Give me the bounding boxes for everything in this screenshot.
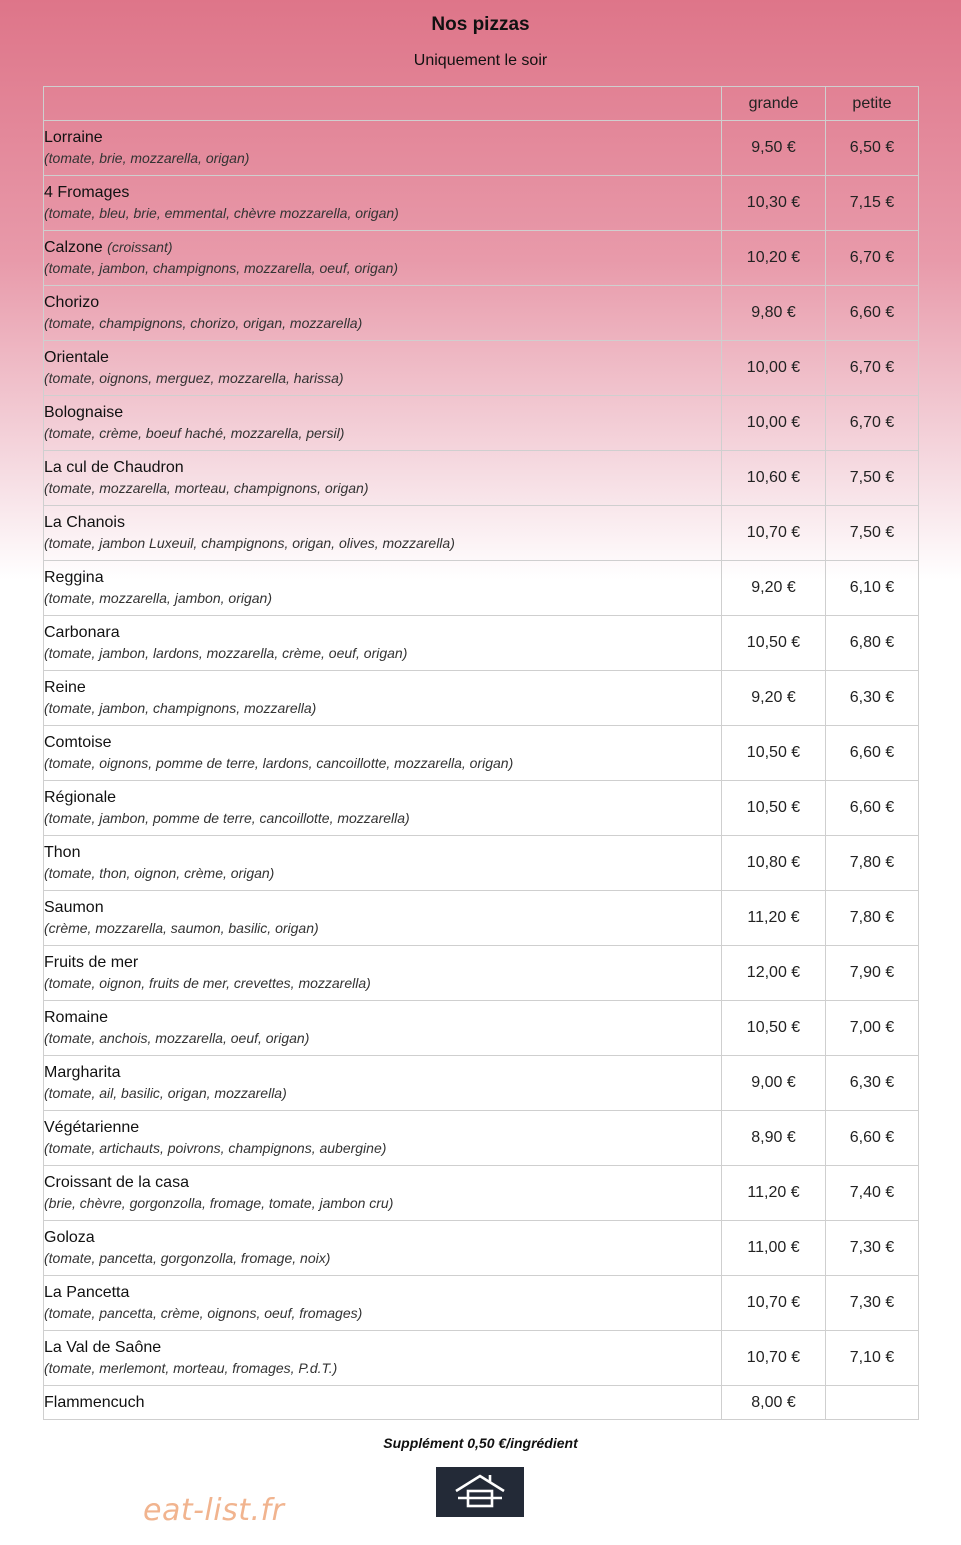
- pizza-cell: [44, 616, 722, 671]
- pizza-cell: [44, 341, 722, 396]
- table-row: [44, 341, 919, 396]
- table-row: [44, 176, 919, 231]
- table-row: [44, 1221, 919, 1276]
- pizza-ingredients: (tomate, pancetta, crème, oignons, oeuf, fromages): [44, 1305, 363, 1321]
- pizza-cell: [44, 1001, 722, 1056]
- table-row: [44, 1166, 919, 1221]
- pizza-cell: [44, 561, 722, 616]
- price-petite: 6,10 €: [826, 561, 919, 616]
- pizza-cell: [44, 891, 722, 946]
- price-petite: 6,70 €: [826, 341, 919, 396]
- supplement-note: Supplément 0,50 €/ingrédient: [383, 1435, 578, 1451]
- price-grande: 10,50 €: [722, 616, 826, 671]
- price-grande: 9,00 €: [722, 1056, 826, 1111]
- table-row: [44, 1111, 919, 1166]
- pizza-title-line: [44, 348, 721, 368]
- pizza-name: La Pancetta: [44, 1284, 130, 1301]
- pizza-title-line: [44, 843, 721, 863]
- price-petite: 6,60 €: [826, 1111, 919, 1166]
- pizza-name: Margharita: [44, 1064, 121, 1081]
- pizza-title-line: [44, 458, 721, 478]
- pizza-ingredients: (tomate, crème, boeuf haché, mozzarella, persil): [44, 425, 345, 441]
- watermark: eat-list.fr: [143, 1493, 285, 1528]
- price-grande: 11,20 €: [722, 891, 826, 946]
- price-grande: 11,00 €: [722, 1221, 826, 1276]
- pizza-name: Reggina: [44, 569, 104, 586]
- pizza-cell: [44, 1056, 722, 1111]
- pizza-cell: [44, 1166, 722, 1221]
- table-row: [44, 726, 919, 781]
- pizza-name: Végétarienne: [44, 1119, 140, 1136]
- price-grande: 10,30 €: [722, 176, 826, 231]
- pizza-title-line: [44, 953, 721, 973]
- pizza-name: Thon: [44, 844, 81, 861]
- pizza-title-line: [44, 678, 721, 698]
- pizza-cell: [44, 1111, 722, 1166]
- pizza-title-line: [44, 623, 721, 643]
- pizza-title-line: [44, 898, 721, 918]
- pizza-ingredients: (tomate, jambon, pomme de terre, cancoillotte, mozzarella): [44, 810, 410, 826]
- pizza-title-line: [44, 1173, 721, 1193]
- pizza-name: Orientale: [44, 349, 109, 366]
- price-grande: 10,50 €: [722, 1001, 826, 1056]
- pizza-cell: [44, 1221, 722, 1276]
- price-petite: 7,80 €: [826, 836, 919, 891]
- pizza-ingredients: (tomate, ail, basilic, origan, mozzarella): [44, 1085, 287, 1101]
- price-grande: 8,00 €: [722, 1386, 826, 1420]
- pizza-cell: [44, 176, 722, 231]
- page-title: Nos pizzas: [431, 14, 530, 35]
- price-petite: 7,30 €: [826, 1221, 919, 1276]
- price-grande: 9,80 €: [722, 286, 826, 341]
- price-grande: 10,80 €: [722, 836, 826, 891]
- price-petite: 7,30 €: [826, 1276, 919, 1331]
- price-grande: 9,50 €: [722, 121, 826, 176]
- price-petite: 7,50 €: [826, 451, 919, 506]
- table-row: [44, 891, 919, 946]
- pizza-ingredients: (tomate, oignons, merguez, mozzarella, harissa): [44, 370, 344, 386]
- pizza-title-line: [44, 1283, 721, 1303]
- price-petite: 7,80 €: [826, 891, 919, 946]
- pizza-cell: [44, 946, 722, 1001]
- pizza-ingredients: (tomate, jambon, champignons, mozzarella, oeuf, origan): [44, 260, 399, 276]
- pizza-cell: [44, 231, 722, 286]
- price-grande: 9,20 €: [722, 561, 826, 616]
- pizza-ingredients: (tomate, thon, oignon, crème, origan): [44, 865, 275, 881]
- table-row: [44, 561, 919, 616]
- pizza-ingredients: (tomate, anchois, mozzarella, oeuf, origan): [44, 1030, 310, 1046]
- pizza-cell: [44, 836, 722, 891]
- price-grande: 10,70 €: [722, 1331, 826, 1386]
- pizza-title-line: [44, 1118, 721, 1138]
- pizza-ingredients: (brie, chèvre, gorgonzolla, fromage, tomate, jambon cru): [44, 1195, 394, 1211]
- pizza-ingredients: (tomate, mozzarella, morteau, champignons, origan): [44, 480, 369, 496]
- header-grande: grande: [722, 87, 826, 121]
- pizza-title-line: [44, 1393, 721, 1413]
- pizza-cell: [44, 451, 722, 506]
- pizza-cell: [44, 396, 722, 451]
- pizza-ingredients: (tomate, bleu, brie, emmental, chèvre mozzarella, origan): [44, 205, 399, 221]
- pizza-name: Saumon: [44, 899, 104, 916]
- price-petite: 6,70 €: [826, 231, 919, 286]
- pizza-name: Calzone: [44, 239, 103, 256]
- table-row: [44, 1276, 919, 1331]
- price-petite: 6,50 €: [826, 121, 919, 176]
- pizza-title-line: [44, 293, 721, 313]
- pizza-name: Fruits de mer: [44, 954, 139, 971]
- table-row: [44, 286, 919, 341]
- pizza-ingredients: (tomate, mozzarella, jambon, origan): [44, 590, 272, 606]
- price-grande: 12,00 €: [722, 946, 826, 1001]
- pizza-title-line: [44, 1063, 721, 1083]
- pizza-name: La Val de Saône: [44, 1339, 162, 1356]
- price-petite: 6,80 €: [826, 616, 919, 671]
- pizza-name: Bolognaise: [44, 404, 124, 421]
- pizza-cell: [44, 671, 722, 726]
- table-row: [44, 1331, 919, 1386]
- price-grande: 10,00 €: [722, 396, 826, 451]
- price-petite: 7,15 €: [826, 176, 919, 231]
- pizza-title-line: [44, 238, 721, 258]
- pizza-cell: [44, 286, 722, 341]
- price-petite: 7,10 €: [826, 1331, 919, 1386]
- pizza-ingredients: (tomate, artichauts, poivrons, champignons, aubergine): [44, 1140, 387, 1156]
- table-row: [44, 121, 919, 176]
- pizza-title-line: [44, 183, 721, 203]
- table-header-row: [44, 87, 919, 121]
- pizza-cell: [44, 1331, 722, 1386]
- price-petite: 6,60 €: [826, 726, 919, 781]
- pizza-name: 4 Fromages: [44, 184, 130, 201]
- price-petite: 6,60 €: [826, 781, 919, 836]
- table-row: [44, 451, 919, 506]
- price-grande: 10,50 €: [722, 781, 826, 836]
- pizza-ingredients: (tomate, oignon, fruits de mer, crevettes, mozzarella): [44, 975, 371, 991]
- pizza-cell: [44, 121, 722, 176]
- pizza-title-line: [44, 128, 721, 148]
- price-petite: 6,60 €: [826, 286, 919, 341]
- price-petite: 6,30 €: [826, 671, 919, 726]
- pizza-cell: [44, 726, 722, 781]
- price-grande: 11,20 €: [722, 1166, 826, 1221]
- pizza-title-line: [44, 403, 721, 423]
- pizza-name: Romaine: [44, 1009, 109, 1026]
- price-grande: 10,50 €: [722, 726, 826, 781]
- pizza-name: Chorizo: [44, 294, 100, 311]
- price-petite: [826, 1386, 919, 1420]
- pizza-name: Comtoise: [44, 734, 112, 751]
- pizza-ingredients: (tomate, brie, mozzarella, origan): [44, 150, 250, 166]
- pizza-title-line: [44, 1008, 721, 1028]
- pizza-name: Croissant de la casa: [44, 1174, 189, 1191]
- pizza-ingredients: (tomate, merlemont, morteau, fromages, P.d.T.): [44, 1360, 338, 1376]
- pizza-ingredients: (crème, mozzarella, saumon, basilic, origan): [44, 920, 319, 936]
- price-petite: 7,50 €: [826, 506, 919, 561]
- price-petite: 6,70 €: [826, 396, 919, 451]
- table-row: [44, 506, 919, 561]
- pizza-title-line: [44, 733, 721, 753]
- pizza-name: La Chanois: [44, 514, 125, 531]
- pizza-ingredients: (tomate, champignons, chorizo, origan, mozzarella): [44, 315, 363, 331]
- pizza-cell: [44, 1276, 722, 1331]
- pizza-title-line: [44, 1338, 721, 1358]
- price-grande: 9,20 €: [722, 671, 826, 726]
- pizza-cell: [44, 781, 722, 836]
- pizza-cell: [44, 1386, 722, 1420]
- table-row: [44, 1001, 919, 1056]
- pizza-menu-table: [43, 86, 919, 1420]
- pizza-name: Reine: [44, 679, 86, 696]
- pizza-list: [44, 121, 919, 1420]
- pizza-title-line: [44, 788, 721, 808]
- pizza-ingredients: (tomate, jambon Luxeuil, champignons, origan, olives, mozzarella): [44, 535, 455, 551]
- price-grande: 10,60 €: [722, 451, 826, 506]
- home-icon: [448, 1471, 512, 1513]
- table-row: [44, 231, 919, 286]
- table-row: [44, 1386, 919, 1420]
- price-grande: 10,00 €: [722, 341, 826, 396]
- price-petite: 7,40 €: [826, 1166, 919, 1221]
- table-row: [44, 946, 919, 1001]
- pizza-ingredients: (tomate, oignons, pomme de terre, lardons, cancoillotte, mozzarella, origan): [44, 755, 514, 771]
- table-row: [44, 836, 919, 891]
- price-petite: 6,30 €: [826, 1056, 919, 1111]
- header-empty-cell: [44, 87, 722, 121]
- pizza-title-line: [44, 1228, 721, 1248]
- table-row: [44, 671, 919, 726]
- pizza-name: Carbonara: [44, 624, 120, 641]
- pizza-ingredients: (tomate, jambon, lardons, mozzarella, crème, oeuf, origan): [44, 645, 408, 661]
- price-petite: 7,90 €: [826, 946, 919, 1001]
- pizza-name: La cul de Chaudron: [44, 459, 184, 476]
- price-grande: 10,70 €: [722, 506, 826, 561]
- price-petite: 7,00 €: [826, 1001, 919, 1056]
- home-button[interactable]: [436, 1467, 524, 1517]
- header-petite: petite: [826, 87, 919, 121]
- price-grande: 10,20 €: [722, 231, 826, 286]
- table-row: [44, 1056, 919, 1111]
- pizza-name: Régionale: [44, 789, 117, 806]
- table-row: [44, 396, 919, 451]
- price-grande: 8,90 €: [722, 1111, 826, 1166]
- pizza-ingredients: (tomate, pancetta, gorgonzolla, fromage, noix): [44, 1250, 331, 1266]
- table-row: [44, 781, 919, 836]
- pizza-cell: [44, 506, 722, 561]
- table-row: [44, 616, 919, 671]
- pizza-title-line: [44, 513, 721, 533]
- pizza-name: Lorraine: [44, 129, 103, 146]
- pizza-title-line: [44, 568, 721, 588]
- price-grande: 10,70 €: [722, 1276, 826, 1331]
- pizza-name: Goloza: [44, 1229, 95, 1246]
- page-subtitle: Uniquement le soir: [413, 52, 548, 69]
- pizza-ingredients: (tomate, jambon, champignons, mozzarella): [44, 700, 317, 716]
- pizza-note: (croissant): [107, 239, 173, 255]
- pizza-name: Flammencuch: [44, 1393, 145, 1411]
